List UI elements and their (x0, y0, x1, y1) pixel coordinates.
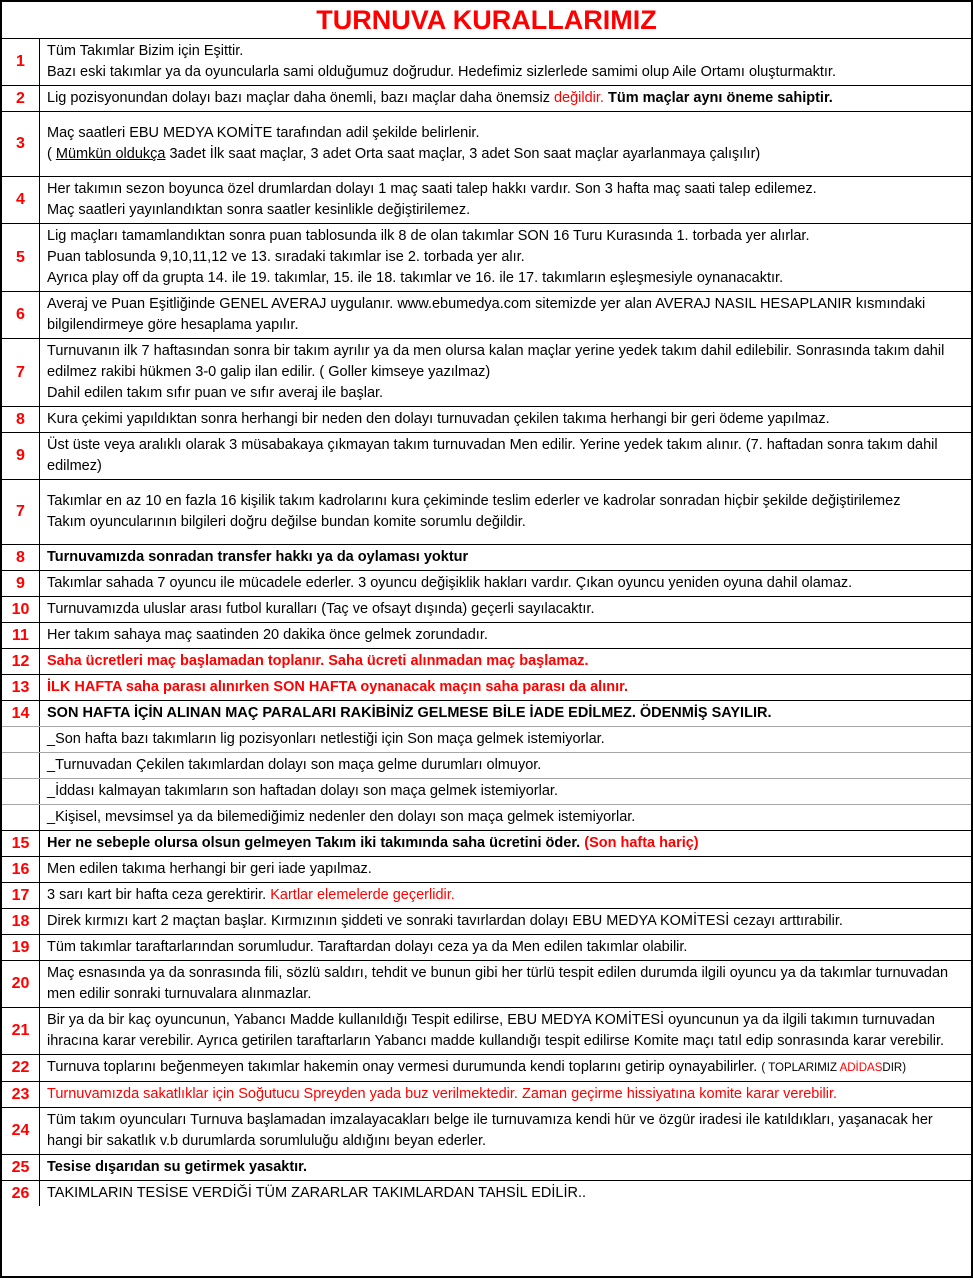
rule-text-line: Maç saatleri yayınlandıktan sonra saatler kesinlikle değiştirilemez. (47, 202, 471, 218)
rule-text-line: Takım oyuncularının bilgileri doğru değilse bundan komite sorumlu değildir. (47, 514, 526, 530)
rule-text (40, 1108, 971, 1154)
rule-text-line: Turnuvamızda uluslar arası futbol kuralları (Taç ve ofsayt dışında) geçerli sayılacaktır. (47, 601, 595, 617)
rule-text (40, 433, 971, 479)
table-row (2, 648, 971, 674)
rule-number: 3 (2, 112, 40, 176)
rule-text-line: Bir ya da bir kaç oyuncunun, Yabancı Madde kullanıldığı Tespit edilirse, EBU MEDYA KOMİTESİ oyuncunun ya da ilgili takımın turnuvadan ihracına karar verebilir. Ayrıca getirilen taraftarların Yabancı madde kullandığı tespit edilirse Komite maçı tatıl edip sonrasında karar verebilir. (47, 1012, 945, 1049)
rule-text-line: Dahil edilen takım sıfır puan ve sıfır averaj ile başlar. (47, 385, 384, 401)
rule-text (40, 857, 971, 882)
rule-number: 7 (2, 339, 40, 406)
table-row (2, 432, 971, 479)
rule-number: 14 (2, 701, 40, 726)
rule-text (40, 571, 971, 596)
rule-number: 16 (2, 857, 40, 882)
page-title: TURNUVA KURALLARIMIZ (316, 5, 657, 35)
rule-text (40, 935, 971, 960)
rule-text-line: Tüm takımlar taraftarlarından sorumludur. Taraftardan dolayı ceza ya da Men edilen takımlar olabilir. (47, 939, 688, 955)
rule-text (40, 1008, 971, 1054)
rule-text-line: Tüm takım oyuncuları Turnuva başlamadan imzalayacakları belge ile turnuvamıza kendi hür ve özgür iradesi ile katıldıkları, yaşanacak her hangi bir sakatlık v.b durumlarda sorumluluğu aldığını beyan ederler. (47, 1112, 933, 1149)
rule-number: 6 (2, 292, 40, 338)
table-row (2, 622, 971, 648)
rule-number (2, 753, 40, 778)
rule-text-line: Her takımın sezon boyunca özel drumlardan dolayı 1 maç saati talep hakkı vardır. Son 3 hafta maç saati talep edilemez. (47, 181, 817, 197)
table-row (2, 700, 971, 726)
table-row (2, 596, 971, 622)
rule-text-line: SON HAFTA İÇİN ALINAN MAÇ PARALARI RAKİBİNİZ GELMESE BİLE İADE EDİLMEZ. ÖDENMİŞ SAYILIR. (47, 705, 772, 721)
rule-number (2, 779, 40, 804)
rule-text (40, 1055, 971, 1081)
rule-text-line: Bazı eski takımlar ya da oyuncularla sami olduğumuz doğrudur. Hedefimiz sizlerlede samimi olup Aile Ortamı oluşturmaktır. (47, 64, 836, 80)
rule-number: 9 (2, 571, 40, 596)
rule-text (40, 224, 971, 291)
rule-text-line: Her takım sahaya maç saatinden 20 dakika önce gelmek zorundadır. (47, 627, 488, 643)
rule-text-line: Turnuva toplarını beğenmeyen takımlar hakemin onay vermesi durumunda kendi toplarını getirip oynayabilirler. ( TOPLARIMIZ ADİDASDIR) (47, 1059, 907, 1075)
rule-number: 9 (2, 433, 40, 479)
rule-number: 15 (2, 831, 40, 856)
rule-number: 8 (2, 407, 40, 432)
table-row (2, 934, 971, 960)
rule-text-line: ( Mümkün oldukça 3adet İlk saat maçlar, 3 adet Orta saat maçlar, 3 adet Son saat maçlar ayarlanmaya çalışılır) (47, 146, 761, 162)
rule-text (40, 339, 971, 406)
rule-number: 5 (2, 224, 40, 291)
rule-text (40, 407, 971, 432)
rule-number: 1 (2, 39, 40, 85)
rule-text-line: _Turnuvadan Çekilen takımlardan dolayı son maça gelme durumları olmuyor. (47, 757, 542, 773)
table-row (2, 856, 971, 882)
table-subrow (2, 726, 971, 752)
rule-text-line: Men edilen takıma herhangi bir geri iade yapılmaz. (47, 861, 372, 877)
rule-text-line: Lig maçları tamamlandıktan sonra puan tablosunda ilk 8 de olan takımlar SON 16 Turu Kurasında 1. torbada yer alırlar. (47, 228, 810, 244)
rule-text-line: Maç esnasında ya da sonrasında fili, sözlü saldırı, tehdit ve bunun gibi her türlü tespit edilen durumda ilgili oyuncu ya da takımlar turnuvadan men edilir sonraki turnuvalara alınmazlar. (47, 965, 949, 1002)
rule-text (40, 112, 971, 176)
rule-text-line: Takımlar en az 10 en fazla 16 kişilik takım kadrolarını kura çekiminde teslim ederler ve kadrolar sonradan hiçbir şekilde değiştirilemez (47, 493, 901, 509)
rule-text (40, 753, 971, 778)
rules-table (2, 38, 971, 1206)
rule-text-line: _İddası kalmayan takımların son haftadan dolayı son maça gelmek istemiyorlar. (47, 783, 558, 799)
rule-text (40, 597, 971, 622)
table-row (2, 674, 971, 700)
rule-text (40, 1082, 971, 1107)
rule-number: 23 (2, 1082, 40, 1107)
rule-text-line: Tesise dışarıdan su getirmek yasaktır. (47, 1159, 308, 1175)
table-row (2, 223, 971, 291)
rule-number: 21 (2, 1008, 40, 1054)
rule-text-line: Lig pozisyonundan dolayı bazı maçlar daha önemli, bazı maçlar daha önemsiz değildir. Tüm maçlar aynı öneme sahiptir. (47, 90, 833, 106)
rule-text-line: Turnuvamızda sakatlıklar için Soğutucu Spreyden yada buz verilmektedir. Zaman geçirme hissiyatına komite karar verebilir. (47, 1086, 838, 1102)
rule-text (40, 883, 971, 908)
table-row (2, 111, 971, 176)
rule-text-line: İLK HAFTA saha parası alınırken SON HAFTA oynanacak maçın saha parası da alınır. (47, 679, 628, 695)
rule-number: 22 (2, 1055, 40, 1081)
rule-text (40, 86, 971, 111)
rule-number: 26 (2, 1181, 40, 1206)
table-row (2, 882, 971, 908)
table-row (2, 544, 971, 570)
rule-text (40, 177, 971, 223)
rule-number: 10 (2, 597, 40, 622)
rule-text (40, 727, 971, 752)
rule-text-line: Üst üste veya aralıklı olarak 3 müsabakaya çıkmayan takım turnuvadan Men edilir. Yerine yedek takım alınır. (7. haftadan sonra takım dahil edilmez) (47, 437, 938, 474)
rule-number: 18 (2, 909, 40, 934)
rule-number: 11 (2, 623, 40, 648)
table-row (2, 85, 971, 111)
table-row (2, 1007, 971, 1054)
rule-text (40, 805, 971, 830)
table-row (2, 830, 971, 856)
table-row (2, 960, 971, 1007)
rule-number: 4 (2, 177, 40, 223)
rule-text (40, 779, 971, 804)
rule-text-line: Maç saatleri EBU MEDYA KOMİTE tarafından adil şekilde belirlenir. (47, 125, 480, 141)
rule-text (40, 545, 971, 570)
rule-number (2, 727, 40, 752)
table-subrow (2, 778, 971, 804)
table-subrow (2, 804, 971, 830)
rule-number (2, 805, 40, 830)
rule-text (40, 909, 971, 934)
table-row (2, 570, 971, 596)
rule-number: 17 (2, 883, 40, 908)
rule-number: 2 (2, 86, 40, 111)
rule-text-line: Direk kırmızı kart 2 maçtan başlar. Kırmızının şiddeti ve sonraki tavırlardan dolayı EBU MEDYA KOMİTESİ cezayı arttırabilir. (47, 913, 843, 929)
rule-text-line: Saha ücretleri maç başlamadan toplanır. Saha ücreti alınmadan maç başlamaz. (47, 653, 589, 669)
table-row (2, 479, 971, 544)
rule-text (40, 480, 971, 544)
rule-number: 24 (2, 1108, 40, 1154)
rule-text (40, 831, 971, 856)
rule-text-line: 3 sarı kart bir hafta ceza gerektirir. Kartlar elemelerde geçerlidir. (47, 887, 455, 903)
rule-number: 20 (2, 961, 40, 1007)
rule-text (40, 675, 971, 700)
rule-text (40, 961, 971, 1007)
table-subrow (2, 752, 971, 778)
rule-text (40, 701, 971, 726)
rule-text-line: Turnuvanın ilk 7 haftasından sonra bir takım ayrılır ya da men olursa kalan maçlar yerine yedek takım dahil edilebilir. Sonrasında takım dahil edilmez rakibi hükmen 3-0 galip ilan edilir. ( Goller kimseye yazılmaz) (47, 343, 945, 380)
rule-text-line: Kura çekimi yapıldıktan sonra herhangi bir neden den dolayı turnuvadan çekilen takıma herhangi bir geri ödeme yapılmaz. (47, 411, 830, 427)
rule-text (40, 1155, 971, 1180)
table-row (2, 1180, 971, 1206)
table-row (2, 38, 971, 85)
rule-text (40, 623, 971, 648)
rule-text-line: Puan tablosunda 9,10,11,12 ve 13. sıradaki takımlar ise 2. torbada yer alır. (47, 249, 525, 265)
rule-text-line: Takımlar sahada 7 oyuncu ile mücadele ederler. 3 oyuncu değişiklik hakları vardır. Çıkan oyuncu yeniden oyuna dahil olamaz. (47, 575, 853, 591)
rule-text-line: Averaj ve Puan Eşitliğinde GENEL AVERAJ uygulanır. www.ebumedya.com sitemizde yer alan AVERAJ NASIL HESAPLANIR kısmındaki bilgilendirmeye göre hesaplama yapılır. (47, 296, 926, 333)
rule-text (40, 39, 971, 85)
table-row (2, 1054, 971, 1081)
rule-text (40, 649, 971, 674)
table-row (2, 406, 971, 432)
table-row (2, 176, 971, 223)
rule-text-line: Turnuvamızda sonradan transfer hakkı ya da oylaması yoktur (47, 549, 469, 565)
table-row (2, 1081, 971, 1107)
rule-text-line: Her ne sebeple olursa olsun gelmeyen Takım iki takımında saha ücretini öder. (Son hafta hariç) (47, 835, 699, 851)
rule-text-line: Ayrıca play off da grupta 14. ile 19. takımlar, 15. ile 18. takımlar ve 16. ile 17. takımların eşleşmesiyle oynanacaktır. (47, 270, 784, 286)
rule-number: 13 (2, 675, 40, 700)
rule-text-line: TAKIMLARIN TESİSE VERDİĞİ TÜM ZARARLAR TAKIMLARDAN TAHSİL EDİLİR.. (47, 1185, 587, 1201)
rule-number: 19 (2, 935, 40, 960)
rule-number: 25 (2, 1155, 40, 1180)
rule-text (40, 292, 971, 338)
rule-number: 12 (2, 649, 40, 674)
table-row (2, 908, 971, 934)
rule-text-line: _Kişisel, mevsimsel ya da bilemediğimiz nedenler den dolayı son maça gelmek istemiyorlar. (47, 809, 636, 825)
table-row (2, 1154, 971, 1180)
rule-number: 8 (2, 545, 40, 570)
rule-text-line: Tüm Takımlar Bizim için Eşittir. (47, 43, 244, 59)
table-row (2, 1107, 971, 1154)
table-row (2, 338, 971, 406)
rule-text (40, 1181, 971, 1206)
rule-text-line: _Son hafta bazı takımların lig pozisyonları netlestiği için Son maça gelmek istemiyorlar. (47, 731, 605, 747)
table-row (2, 291, 971, 338)
rule-number: 7 (2, 480, 40, 544)
